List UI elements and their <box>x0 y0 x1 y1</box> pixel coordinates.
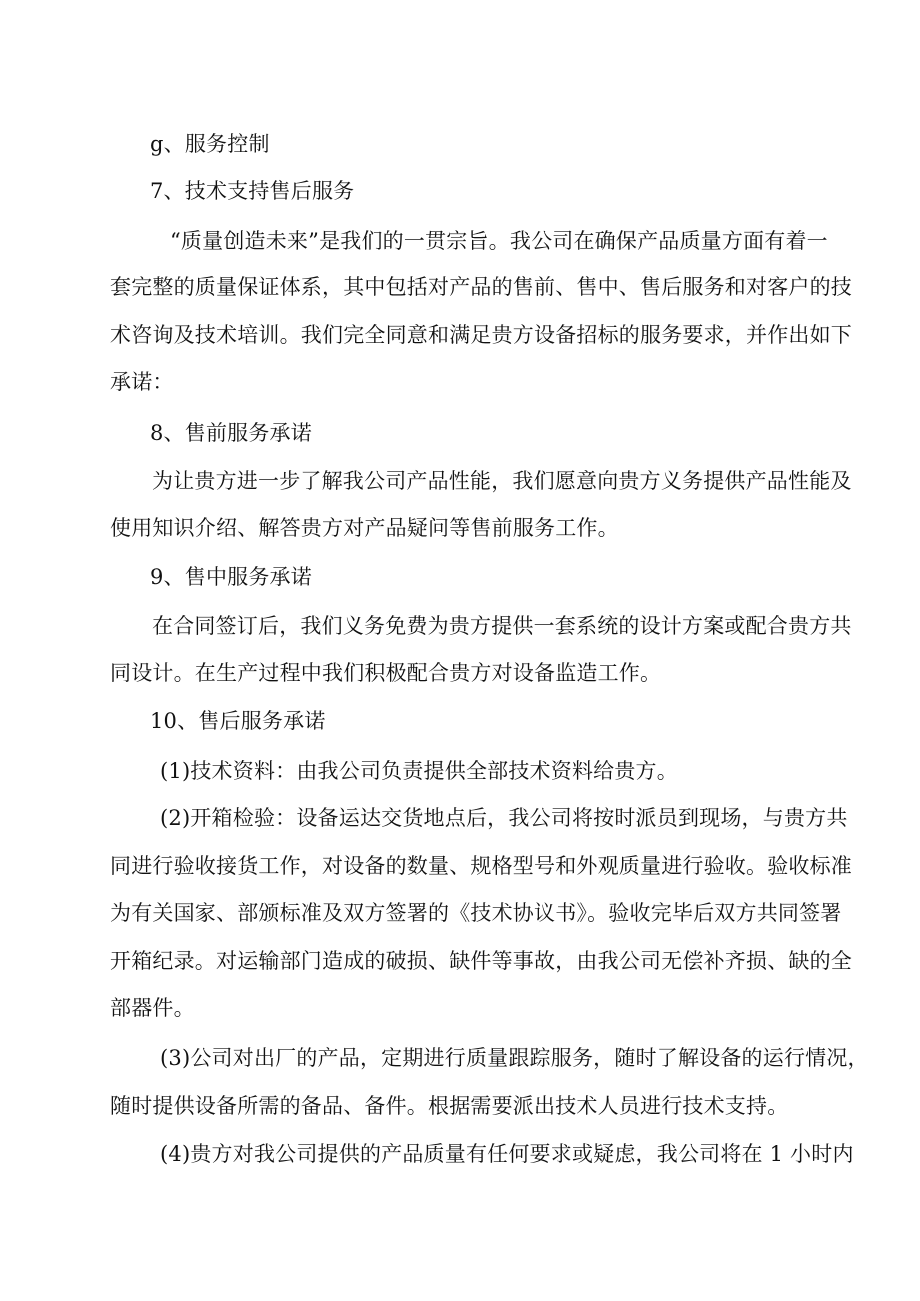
paragraph-line: 套完整的质量保证体系，其中包括对产品的售前、售中、售后服务和对客户的技 <box>110 275 852 299</box>
paragraph-line: “质量创造未来”是我们的一贯宗旨。我公司在确保产品质量方面有着一 <box>170 229 828 253</box>
paragraph-line: 为让贵方进一步了解我公司产品性能，我们愿意向贵方义务提供产品性能及 <box>152 469 852 493</box>
heading-after-sale: 10、售后服务承诺 <box>150 709 326 733</box>
paragraph-line: 同进行验收接货工作，对设备的数量、规格型号和外观质量进行验收。验收标准 <box>110 854 852 878</box>
heading-service-control: g、服务控制 <box>150 132 270 156</box>
heading-tech-support: 7、技术支持售后服务 <box>150 179 355 203</box>
paragraph-line: 使用知识介绍、解答贵方对产品疑问等售前服务工作。 <box>110 516 619 540</box>
list-item-2: (2)开箱检验：设备运达交货地点后，我公司将按时派员到现场，与贵方共 <box>160 806 848 830</box>
paragraph-line: 为有关国家、部颁标准及双方签署的《技术协议书》。验收完毕后双方共同签署 <box>110 901 842 925</box>
paragraph-line: 随时提供设备所需的备品、备件。根据需要派出技术人员进行技术支持。 <box>110 1094 789 1118</box>
list-item-3: (3)公司对出厂的产品，定期进行质量跟踪服务，随时了解设备的运行情况， <box>160 1046 869 1070</box>
paragraph-line: 术咨询及技术培训。我们完全同意和满足贵方设备招标的服务要求，并作出如下 <box>110 323 852 347</box>
paragraph-line: 在合同签订后，我们义务免费为贵方提供一套系统的设计方案或配合贵方共 <box>152 614 852 638</box>
heading-in-sale: 9、售中服务承诺 <box>150 565 312 589</box>
paragraph-line: 承诺： <box>110 370 174 394</box>
paragraph-line: 部器件。 <box>110 996 195 1020</box>
list-item-1: (1)技术资料：由我公司负责提供全部技术资料给贵方。 <box>160 759 678 783</box>
heading-presale: 8、售前服务承诺 <box>150 421 312 445</box>
paragraph-line: 开箱纪录。对运输部门造成的破损、缺件等事故，由我公司无偿补齐损、缺的全 <box>110 949 852 973</box>
paragraph-line: 同设计。在生产过程中我们积极配合贵方对设备监造工作。 <box>110 661 662 685</box>
list-item-4: (4)贵方对我公司提供的产品质量有任何要求或疑虑，我公司将在 1 小时内 <box>160 1142 854 1166</box>
